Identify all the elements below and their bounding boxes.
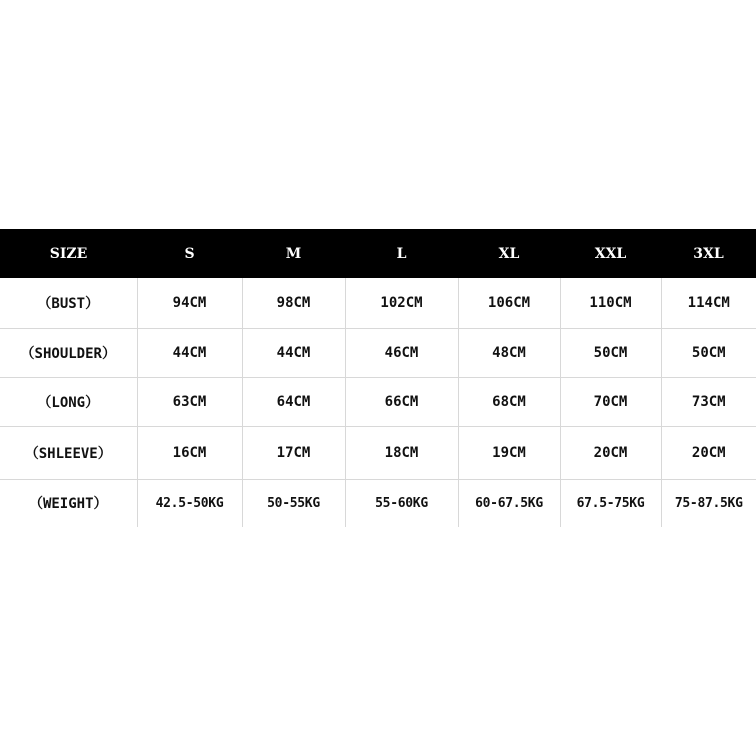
table-cell: 70CM xyxy=(560,377,661,426)
table-cell: 55-60KG xyxy=(345,479,458,527)
header-size: SIZE xyxy=(49,245,88,262)
table-cell: 63CM xyxy=(137,377,242,426)
table-cell: 67.5-75KG xyxy=(560,479,661,527)
table-row xyxy=(0,479,756,527)
header-xxl: XXL xyxy=(594,245,627,262)
row-label-weight: （WEIGHT） xyxy=(0,479,137,527)
table-row xyxy=(0,426,756,479)
header-m: M xyxy=(285,245,302,262)
table-cell: 50CM xyxy=(560,328,661,377)
table-cell: 114CM xyxy=(661,278,756,328)
header-row xyxy=(0,229,756,278)
row-label-sleeve: （SHLEEVE） xyxy=(0,426,137,479)
table-cell: 42.5-50KG xyxy=(137,479,242,527)
table-cell: 19CM xyxy=(458,426,560,479)
table-cell: 50-55KG xyxy=(242,479,345,527)
table-cell: 20CM xyxy=(560,426,661,479)
table-cell: 68CM xyxy=(458,377,560,426)
row-label-bust: （BUST） xyxy=(0,278,137,328)
table-cell: 18CM xyxy=(345,426,458,479)
table-cell: 60-67.5KG xyxy=(458,479,560,527)
table-cell: 94CM xyxy=(137,278,242,328)
table-cell: 66CM xyxy=(345,377,458,426)
header-l: L xyxy=(396,245,407,262)
table-row xyxy=(0,328,756,377)
table-cell: 17CM xyxy=(242,426,345,479)
table-row xyxy=(0,377,756,426)
table-row xyxy=(0,278,756,328)
table-cell: 44CM xyxy=(137,328,242,377)
table-cell: 48CM xyxy=(458,328,560,377)
table-cell: 106CM xyxy=(458,278,560,328)
table-cell: 73CM xyxy=(661,377,756,426)
table-cell: 44CM xyxy=(242,328,345,377)
table-cell: 20CM xyxy=(661,426,756,479)
table-cell: 75-87.5KG xyxy=(674,495,743,511)
table-cell: 110CM xyxy=(560,278,661,328)
row-label-long: （LONG） xyxy=(0,377,137,426)
table-cell: 50CM xyxy=(661,328,756,377)
table-cell: 64CM xyxy=(242,377,345,426)
size-chart-table xyxy=(0,229,756,527)
header-s: S xyxy=(184,245,195,262)
row-label-shoulder: （SHOULDER） xyxy=(0,328,137,377)
table-cell: 46CM xyxy=(345,328,458,377)
table-cell: 98CM xyxy=(242,278,345,328)
table-cell: 16CM xyxy=(137,426,242,479)
table-cell: 102CM xyxy=(345,278,458,328)
header-3xl: 3XL xyxy=(693,245,724,262)
header-xl: XL xyxy=(498,245,520,262)
